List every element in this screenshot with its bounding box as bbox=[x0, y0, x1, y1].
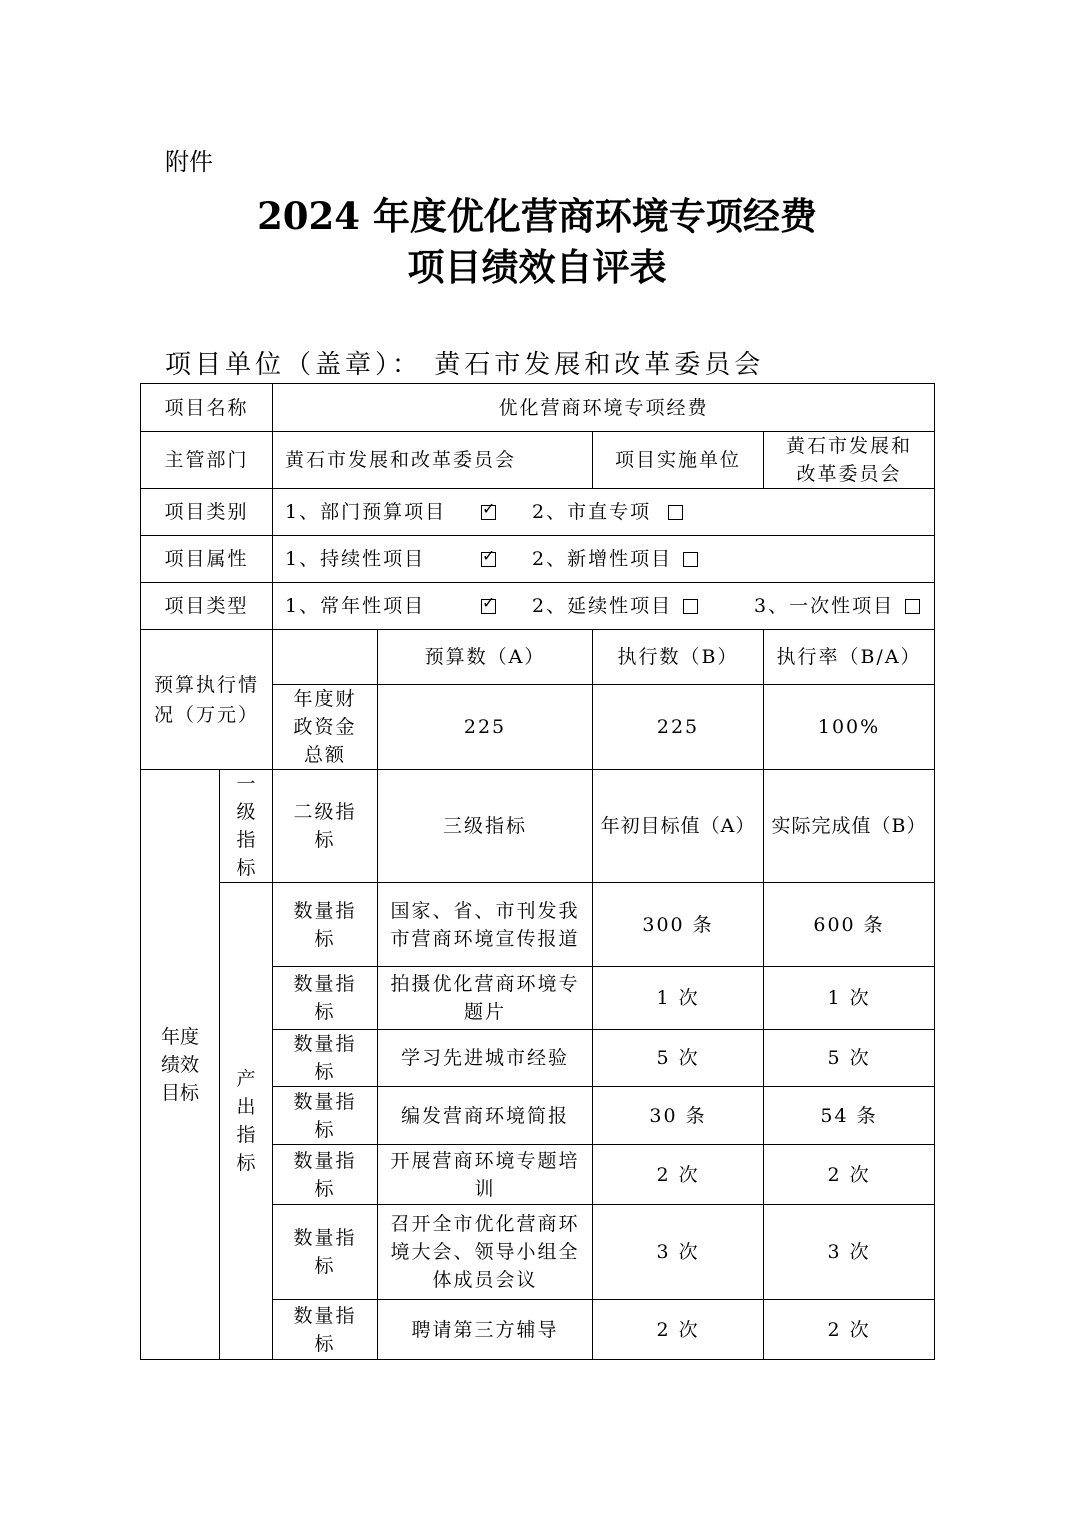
attribute-opt2-label: 2、新增性项目 bbox=[532, 548, 673, 570]
level1-header-text: 一级指标 bbox=[236, 773, 256, 879]
indicator-target: 300 条 bbox=[593, 883, 764, 967]
target-header: 年初目标值（A） bbox=[593, 770, 764, 883]
budget-col-b: 执行数（B） bbox=[593, 630, 764, 685]
category-opt2-label: 2、市直专项 bbox=[532, 501, 652, 523]
indicator-target: 2 次 bbox=[593, 1145, 764, 1205]
row-project-name bbox=[141, 384, 935, 432]
type-opt3-label: 3、一次性项目 bbox=[754, 595, 895, 617]
indicator-level3: 召开全市优化营商环境大会、领导小组全体成员会议 bbox=[378, 1205, 593, 1300]
budget-col-a: 预算数（A） bbox=[378, 630, 593, 685]
attribute-options bbox=[273, 536, 935, 583]
impl-value: 黄石市发展和改革委员会 bbox=[764, 432, 935, 489]
row-attribute bbox=[141, 536, 935, 583]
category-opt1-checkbox[interactable] bbox=[481, 505, 496, 520]
project-unit-label: 项目单位（盖章）： bbox=[165, 350, 423, 380]
type-opt2-label: 2、延续性项目 bbox=[532, 595, 673, 617]
budget-rate: 100% bbox=[764, 685, 935, 770]
indicator-actual: 54 条 bbox=[764, 1087, 935, 1145]
level2-header: 二级指标 bbox=[273, 770, 378, 883]
level3-header: 三级指标 bbox=[378, 770, 593, 883]
indicator-target: 1 次 bbox=[593, 967, 764, 1030]
level1-value-text: 产出指标 bbox=[236, 1068, 256, 1174]
indicator-level2: 数量指标 bbox=[273, 1145, 378, 1205]
type-options bbox=[273, 583, 935, 630]
budget-label: 预算执行情况（万元） bbox=[141, 630, 273, 770]
budget-col-rate: 执行率（B/A） bbox=[764, 630, 935, 685]
category-label: 项目类别 bbox=[141, 489, 273, 536]
project-name-value: 优化营商环境专项经费 bbox=[273, 384, 935, 432]
indicator-level2: 数量指标 bbox=[273, 1205, 378, 1300]
indicator-level3: 编发营商环境简报 bbox=[378, 1087, 593, 1145]
category-opt1-label: 1、部门预算项目 bbox=[285, 501, 447, 523]
indicator-actual: 1 次 bbox=[764, 967, 935, 1030]
actual-header: 实际完成值（B） bbox=[764, 770, 935, 883]
level1-header bbox=[220, 770, 273, 883]
page-title: 2024 年度优化营商环境专项经费 bbox=[257, 194, 817, 238]
indicator-row bbox=[141, 883, 935, 967]
indicator-level3: 开展营商环境专题培训 bbox=[378, 1145, 593, 1205]
goals-label-text: 年度绩效目标 bbox=[160, 1025, 199, 1104]
attribute-opt2-checkbox[interactable] bbox=[683, 552, 698, 567]
indicator-level2: 数量指标 bbox=[273, 883, 378, 967]
indicator-actual: 600 条 bbox=[764, 883, 935, 967]
indicator-level2: 数量指标 bbox=[273, 1300, 378, 1360]
attribute-opt1-label: 1、持续性项目 bbox=[285, 548, 426, 570]
row-budget-header bbox=[141, 630, 935, 685]
goals-label bbox=[141, 770, 220, 1360]
indicator-actual: 3 次 bbox=[764, 1205, 935, 1300]
project-unit bbox=[165, 344, 764, 381]
indicator-level3: 聘请第三方辅导 bbox=[378, 1300, 593, 1360]
type-opt1-checkbox[interactable] bbox=[481, 599, 496, 614]
indicator-level2: 数量指标 bbox=[273, 1087, 378, 1145]
indicator-target: 3 次 bbox=[593, 1205, 764, 1300]
indicator-level3: 拍摄优化营商环境专题片 bbox=[378, 967, 593, 1030]
indicator-level2: 数量指标 bbox=[273, 1030, 378, 1087]
impl-label: 项目实施单位 bbox=[593, 432, 764, 489]
row-category bbox=[141, 489, 935, 536]
category-opt2-checkbox[interactable] bbox=[668, 505, 683, 520]
indicator-target: 30 条 bbox=[593, 1087, 764, 1145]
budget-row-label: 年度财政资金总额 bbox=[273, 685, 378, 770]
indicator-actual: 2 次 bbox=[764, 1145, 935, 1205]
category-options bbox=[273, 489, 935, 536]
attribute-label: 项目属性 bbox=[141, 536, 273, 583]
budget-b: 225 bbox=[593, 685, 764, 770]
dept-value: 黄石市发展和改革委员会 bbox=[273, 432, 593, 489]
row-indicator-header bbox=[141, 770, 935, 883]
budget-a: 225 bbox=[378, 685, 593, 770]
dept-label: 主管部门 bbox=[141, 432, 273, 489]
indicator-level3: 学习先进城市经验 bbox=[378, 1030, 593, 1087]
page-subtitle: 项目绩效自评表 bbox=[407, 245, 667, 289]
indicator-actual: 2 次 bbox=[764, 1300, 935, 1360]
type-opt1-label: 1、常年性项目 bbox=[285, 595, 426, 617]
type-opt3-checkbox[interactable] bbox=[905, 599, 920, 614]
attachment-label: 附件 bbox=[165, 148, 213, 176]
attribute-opt1-checkbox[interactable] bbox=[481, 552, 496, 567]
indicator-actual: 5 次 bbox=[764, 1030, 935, 1087]
level1-value bbox=[220, 883, 273, 1360]
budget-empty-cell bbox=[273, 630, 378, 685]
row-type bbox=[141, 583, 935, 630]
row-department bbox=[141, 432, 935, 489]
project-name-label: 项目名称 bbox=[141, 384, 273, 432]
indicator-target: 5 次 bbox=[593, 1030, 764, 1087]
evaluation-table bbox=[140, 383, 935, 1360]
type-label: 项目类型 bbox=[141, 583, 273, 630]
indicator-target: 2 次 bbox=[593, 1300, 764, 1360]
project-unit-value: 黄石市发展和改革委员会 bbox=[434, 350, 765, 380]
indicator-level3: 国家、省、市刊发我市营商环境宣传报道 bbox=[378, 883, 593, 967]
type-opt2-checkbox[interactable] bbox=[683, 599, 698, 614]
indicator-level2: 数量指标 bbox=[273, 967, 378, 1030]
